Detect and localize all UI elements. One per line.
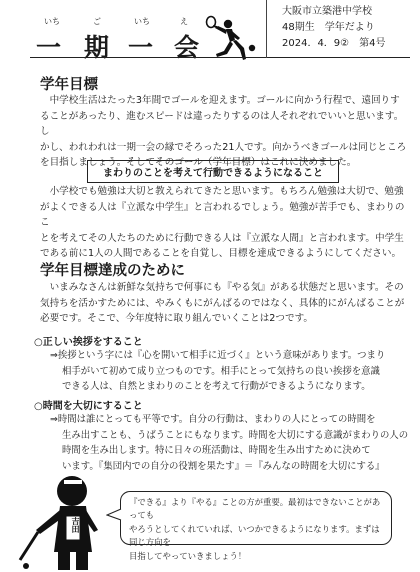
title-char-2: 期 — [84, 33, 118, 62]
text-line: ⇒時間は誰にとっても平等です。自分の行動は、まわりの人にとっての時間を — [50, 414, 376, 425]
header-rule-right — [266, 0, 267, 58]
teacher-name-badge: 吉田 — [71, 517, 80, 533]
text-line: 小学校でも勉強は大切と教えられてきたと思います。もちろん勉強は大切で、勉強 — [49, 186, 404, 197]
text-line: 生み出すことも、うばうことにもなります。時間を大切にする意識がまわりの人の — [62, 429, 409, 441]
text-line: を目指しましょう。そしてそのゴール（学年目標）はこれに決めました。 — [40, 157, 357, 169]
tennis-player-icon — [202, 14, 260, 66]
teacher-character-illustration — [14, 474, 106, 570]
item-greeting-body — [50, 348, 412, 395]
text-line: 時間を生み出します。特に日々の班活動は、時間を生み出すために決めて — [62, 445, 371, 456]
text-line: 相手がいて初めて成り立つものです。相手にとって気持ちの良い挨拶を意識 — [62, 365, 380, 377]
speech-bubble — [120, 491, 392, 561]
speech-line: やろうとしてくれていれば、いつかできるようになります。まずは同じ方向を — [129, 523, 380, 548]
title-char-3: 一 — [128, 33, 162, 62]
text-line: 気持ちを活かすためには、やみくもにがんばるのではなく、具体的にがんばることが — [40, 297, 405, 309]
text-line: います。『集団内での自分の役割を果たす』＝『みんなの時間を大切にする』 — [62, 460, 385, 472]
section-heading-goal: 学年目標 — [40, 77, 98, 93]
school-info — [282, 4, 418, 52]
text-line: 必要です。そこで、今年度特に取り組んでいくことは2つです。 — [40, 313, 313, 325]
text-line: がよくできる人は『立派な中学生』と言われるでしょう。勉強が苦手でも、まわりのこ — [40, 201, 405, 229]
text-line: である前に1人の人間であることを自覚し、目標を達成できるようにしてください。 — [40, 248, 402, 260]
title-ruby-3: いち — [134, 17, 150, 26]
title-char-4: 会 — [174, 33, 208, 62]
text-line: できる人は、自然とまわりのことを考えて行動ができるようになります。 — [62, 381, 371, 392]
title-ruby-1: いち — [44, 17, 60, 26]
text-line: かし、われわれは一期一会の縁でそろった21人です。向かうべきゴールは同じところ — [40, 141, 407, 153]
issue-date: 2024．4．9② 第4号 — [282, 38, 386, 49]
text-line: 中学校生活はたった3年間でゴールを迎えます。ゴールに向かう行程で、遠回りす — [49, 95, 400, 106]
speech-line: 目指してやっていきましょう！ — [129, 550, 247, 561]
title-ruby-2: ご — [93, 17, 101, 26]
study-paragraph — [40, 184, 412, 262]
item-time-body — [50, 412, 412, 474]
text-line: いまみなさんは新鮮な気持ちで何事にも『やる気』がある状態だと思います。その — [49, 282, 404, 293]
text-line: とを考えてその人たちのために行動できる人は『立派な人間』と言われます。中学生 — [40, 232, 404, 244]
speech-bubble-tail — [106, 508, 122, 522]
grade-goal-box: まわりのことを考えて行動できるようになること — [87, 160, 339, 183]
header-rule — [30, 57, 410, 58]
item-greeting-title: ○正しい挨拶をすること — [34, 337, 143, 348]
text-line: ることがあったり、進むスピードは違ったりするのは人それぞれでいいと思います。し — [40, 110, 404, 138]
title-char-1: 一 — [36, 33, 70, 62]
speech-line: 『できる』より『やる』ことの方が重要。最初はできないことがあっても — [129, 497, 381, 521]
section-heading-achievement: 学年目標達成のために — [40, 263, 185, 279]
header — [0, 0, 420, 76]
text-line: ⇒挨拶という字には『心を開いて相手に近づく』という意味があります。つまり — [50, 350, 386, 361]
item-time-title: ○時間を大切にすること — [34, 401, 143, 412]
school-name: 大阪市立築港中学校 — [282, 6, 372, 17]
grade-newsletter: 48期生 学年だより — [282, 22, 375, 33]
achievement-paragraph — [40, 280, 412, 327]
title-ruby-4: え — [180, 17, 188, 26]
